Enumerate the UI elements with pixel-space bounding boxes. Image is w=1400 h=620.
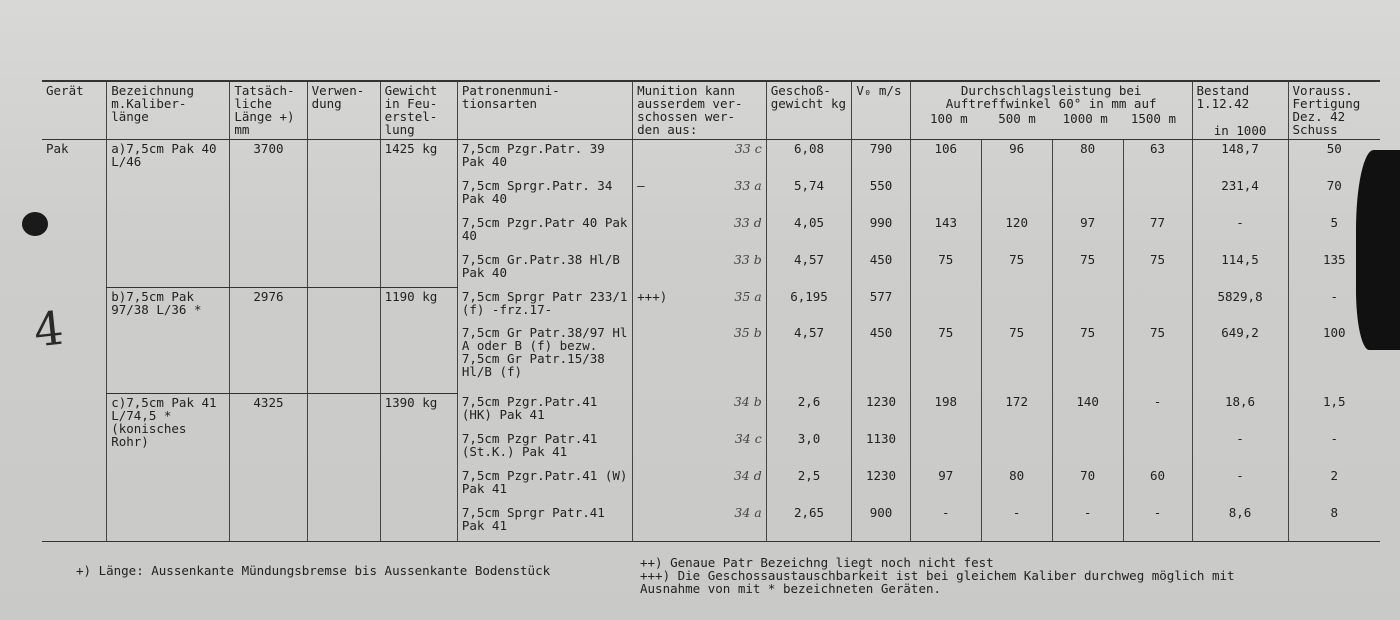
cell-munition	[633, 288, 767, 325]
cell-d100	[910, 430, 981, 467]
cell-geschossgewicht: 5,74	[766, 177, 852, 214]
cell-bestand: -	[1192, 467, 1288, 504]
cell-patrone: 7,5cm Pzgr.Patr. 39 Pak 40	[457, 140, 632, 177]
cell-patrone: 7,5cm Sprgr Patr.41 Pak 41	[457, 504, 632, 542]
cell-d1000: 70	[1052, 467, 1123, 504]
munition-extra: —	[637, 177, 645, 193]
cell-bestand: -	[1192, 214, 1288, 251]
cell-v0: 450	[852, 251, 910, 288]
cell-bestand: 649,2	[1192, 324, 1288, 393]
cell-d1000	[1052, 288, 1123, 325]
cell-vorauss: -	[1288, 288, 1380, 325]
cell-gewicht: 1390 kg	[380, 393, 457, 541]
header-row	[42, 81, 1380, 140]
cell-geraet: Pak	[42, 140, 107, 542]
cell-vorauss: 135	[1288, 251, 1380, 288]
cell-d100	[910, 177, 981, 214]
cell-v0: 577	[852, 288, 910, 325]
cell-d500: 75	[981, 324, 1052, 393]
cell-patrone: 7,5cm Pzgr.Patr.41 (HK) Pak 41	[457, 393, 632, 430]
cell-patrone: 7,5cm Sprgr Patr 233/1 (f) -frz.17-	[457, 288, 632, 325]
footnote-plusplusplus: +++) Die Geschossaustauschbarkeit ist bei gleichem Kaliber durchweg möglich mit Ausnahme von mit * bezeichneten Geräten.	[640, 568, 1235, 596]
header-v0: V₀ m/s	[852, 81, 910, 140]
cell-patrone: 7,5cm Pzgr Patr.41 (St.K.) Pak 41	[457, 430, 632, 467]
handwritten-note: 33 b	[733, 251, 762, 267]
cell-v0: 1130	[852, 430, 910, 467]
cell-v0: 450	[852, 324, 910, 393]
handwritten-note: 33 a	[734, 177, 762, 193]
header-laenge: Tatsäch- liche Länge +) mm	[230, 81, 307, 140]
cell-vorauss: 5	[1288, 214, 1380, 251]
cell-d100: 97	[910, 467, 981, 504]
cell-geschossgewicht: 4,05	[766, 214, 852, 251]
range-1500: 1500 m	[1130, 111, 1176, 126]
footnote-plusplus: ++) Genaue Patr Bezeichng liegt noch nicht fest	[640, 555, 994, 570]
cell-d1500: -	[1123, 504, 1192, 542]
cell-bestand: 18,6	[1192, 393, 1288, 430]
table-row	[42, 393, 1380, 430]
cell-d100: 106	[910, 140, 981, 177]
handwritten-note: 35 a	[734, 288, 762, 304]
cell-geschossgewicht: 6,08	[766, 140, 852, 177]
range-100: 100 m	[930, 111, 968, 126]
cell-gewicht: 1425 kg	[380, 140, 457, 288]
cell-patrone: 7,5cm Gr.Patr.38 Hl/B Pak 40	[457, 251, 632, 288]
cell-munition	[633, 251, 767, 288]
cell-d100	[910, 288, 981, 325]
handwritten-number: 4	[31, 300, 67, 358]
cell-bestand: 148,7	[1192, 140, 1288, 177]
handwritten-note: 33 c	[734, 141, 762, 156]
header-vorauss	[1288, 81, 1380, 140]
header-vorauss-unit: Schuss	[1292, 122, 1338, 137]
cell-bezeichnung: c)7,5cm Pak 41 L/74,5 * (konisches Rohr)	[107, 393, 230, 541]
cell-d1000	[1052, 430, 1123, 467]
cell-laenge: 4325	[230, 393, 307, 541]
table-row	[42, 288, 1380, 325]
cell-v0: 790	[852, 140, 910, 177]
cell-bestand: 5829,8	[1192, 288, 1288, 325]
cell-geschossgewicht: 4,57	[766, 324, 852, 393]
cell-bestand: -	[1192, 430, 1288, 467]
cell-d1500	[1123, 288, 1192, 325]
cell-munition	[633, 140, 767, 177]
header-munition: Munition kann ausserdem ver- schossen wer- den aus:	[633, 81, 767, 140]
cell-d1000: 80	[1052, 140, 1123, 177]
cell-v0: 990	[852, 214, 910, 251]
header-bezeichnung: Bezeichnung m.Kaliber- länge	[107, 81, 230, 140]
cell-munition	[633, 430, 767, 467]
cell-laenge: 3700	[230, 140, 307, 288]
handwritten-note: 34 d	[733, 468, 762, 484]
cell-d100: 75	[910, 251, 981, 288]
header-geschoss: Geschoß- gewicht kg	[766, 81, 852, 140]
cell-d1500: 75	[1123, 324, 1192, 393]
cell-d500: 172	[981, 393, 1052, 430]
cell-d500	[981, 288, 1052, 325]
handwritten-note: 34 a	[734, 504, 762, 520]
cell-vorauss: 100	[1288, 324, 1380, 393]
cell-laenge: 2976	[230, 288, 307, 394]
cell-geschossgewicht: 2,6	[766, 393, 852, 430]
cell-verwendung	[307, 288, 380, 394]
cell-bezeichnung: a)7,5cm Pak 40 L/46	[107, 140, 230, 288]
cell-d100: 75	[910, 324, 981, 393]
cell-geschossgewicht: 3,0	[766, 430, 852, 467]
cell-d500	[981, 177, 1052, 214]
cell-d1500: 60	[1123, 467, 1192, 504]
cell-bezeichnung: b)7,5cm Pak 97/38 L/36 *	[107, 288, 230, 394]
header-bestand-unit: in 1000	[1213, 123, 1267, 138]
cell-d500	[981, 430, 1052, 467]
cell-d1500: -	[1123, 393, 1192, 430]
cell-d1500	[1123, 177, 1192, 214]
cell-d100: -	[910, 504, 981, 542]
header-durchschlag-title: Durchschlagsleistung bei Auftreffwinkel 60° in mm auf	[945, 83, 1157, 111]
cell-vorauss: -	[1288, 430, 1380, 467]
cell-d100: 143	[910, 214, 981, 251]
header-geraet: Gerät	[42, 81, 107, 140]
cell-vorauss: 1,5	[1288, 393, 1380, 430]
cell-patrone: 7,5cm Pzgr.Patr.41 (W) Pak 41	[457, 467, 632, 504]
cell-munition	[633, 467, 767, 504]
handwritten-note: 34 b	[733, 394, 762, 410]
cell-d1000	[1052, 177, 1123, 214]
cell-vorauss: 2	[1288, 467, 1380, 504]
cell-d1000: 75	[1052, 324, 1123, 393]
cell-d1000: 97	[1052, 214, 1123, 251]
range-subheaders	[915, 112, 1188, 125]
table-body	[42, 140, 1380, 542]
cell-v0: 1230	[852, 393, 910, 430]
cell-geschossgewicht: 2,5	[766, 467, 852, 504]
cell-gewicht: 1190 kg	[380, 288, 457, 394]
handwritten-note: 33 d	[733, 214, 762, 230]
cell-verwendung	[307, 140, 380, 288]
cell-d1500: 63	[1123, 140, 1192, 177]
cell-geschossgewicht: 4,57	[766, 251, 852, 288]
cell-d500: 75	[981, 251, 1052, 288]
cell-d1000: 75	[1052, 251, 1123, 288]
cell-munition	[633, 504, 767, 542]
cell-bestand: 231,4	[1192, 177, 1288, 214]
cell-d1500: 75	[1123, 251, 1192, 288]
cell-geschossgewicht: 2,65	[766, 504, 852, 542]
cell-d1000: 140	[1052, 393, 1123, 430]
ammunition-table	[42, 80, 1380, 542]
header-bestand-title: Bestand 1.12.42	[1196, 83, 1250, 111]
cell-patrone: 7,5cm Sprgr.Patr. 34 Pak 40	[457, 177, 632, 214]
cell-vorauss: 70	[1288, 177, 1380, 214]
cell-v0: 900	[852, 504, 910, 542]
cell-d500: -	[981, 504, 1052, 542]
cell-vorauss: 8	[1288, 504, 1380, 542]
cell-d500: 80	[981, 467, 1052, 504]
cell-patrone: 7,5cm Gr Patr.38/97 Hl A oder B (f) bezw. 7,5cm Gr Patr.15/38 Hl/B (f)	[457, 324, 632, 393]
table-row	[42, 140, 1380, 177]
cell-d1500: 77	[1123, 214, 1192, 251]
cell-bestand: 8,6	[1192, 504, 1288, 542]
header-gewicht: Gewicht in Feu- erstel- lung	[380, 81, 457, 140]
cell-verwendung	[307, 393, 380, 541]
handwritten-note: 35 b	[733, 325, 762, 341]
cell-patrone: 7,5cm Pzgr.Patr 40 Pak 40	[457, 214, 632, 251]
cell-d100: 198	[910, 393, 981, 430]
cell-geschossgewicht: 6,195	[766, 288, 852, 325]
cell-v0: 550	[852, 177, 910, 214]
handwritten-note: 34 c	[734, 431, 762, 447]
range-500: 500 m	[998, 111, 1036, 126]
cell-munition	[633, 393, 767, 430]
header-bestand	[1192, 81, 1288, 140]
header-durchschlag	[910, 81, 1192, 140]
range-1000: 1000 m	[1062, 111, 1108, 126]
cell-munition	[633, 177, 767, 214]
cell-v0: 1230	[852, 467, 910, 504]
munition-extra: +++)	[637, 288, 668, 304]
cell-bestand: 114,5	[1192, 251, 1288, 288]
header-patronen: Patronenmuni- tionsarten	[457, 81, 632, 140]
cell-munition	[633, 324, 767, 393]
header-vorauss-title: Vorauss. Fertigung Dez. 42	[1292, 83, 1361, 124]
cell-d500: 120	[981, 214, 1052, 251]
cell-d500: 96	[981, 140, 1052, 177]
cell-vorauss: 50	[1288, 140, 1380, 177]
footnote-plus: +) Länge: Aussenkante Mündungsbremse bis Aussenkante Bodenstück	[76, 563, 551, 578]
cell-d1500	[1123, 430, 1192, 467]
cell-d1000: -	[1052, 504, 1123, 542]
header-verwendung: Verwen- dung	[307, 81, 380, 140]
cell-munition	[633, 214, 767, 251]
